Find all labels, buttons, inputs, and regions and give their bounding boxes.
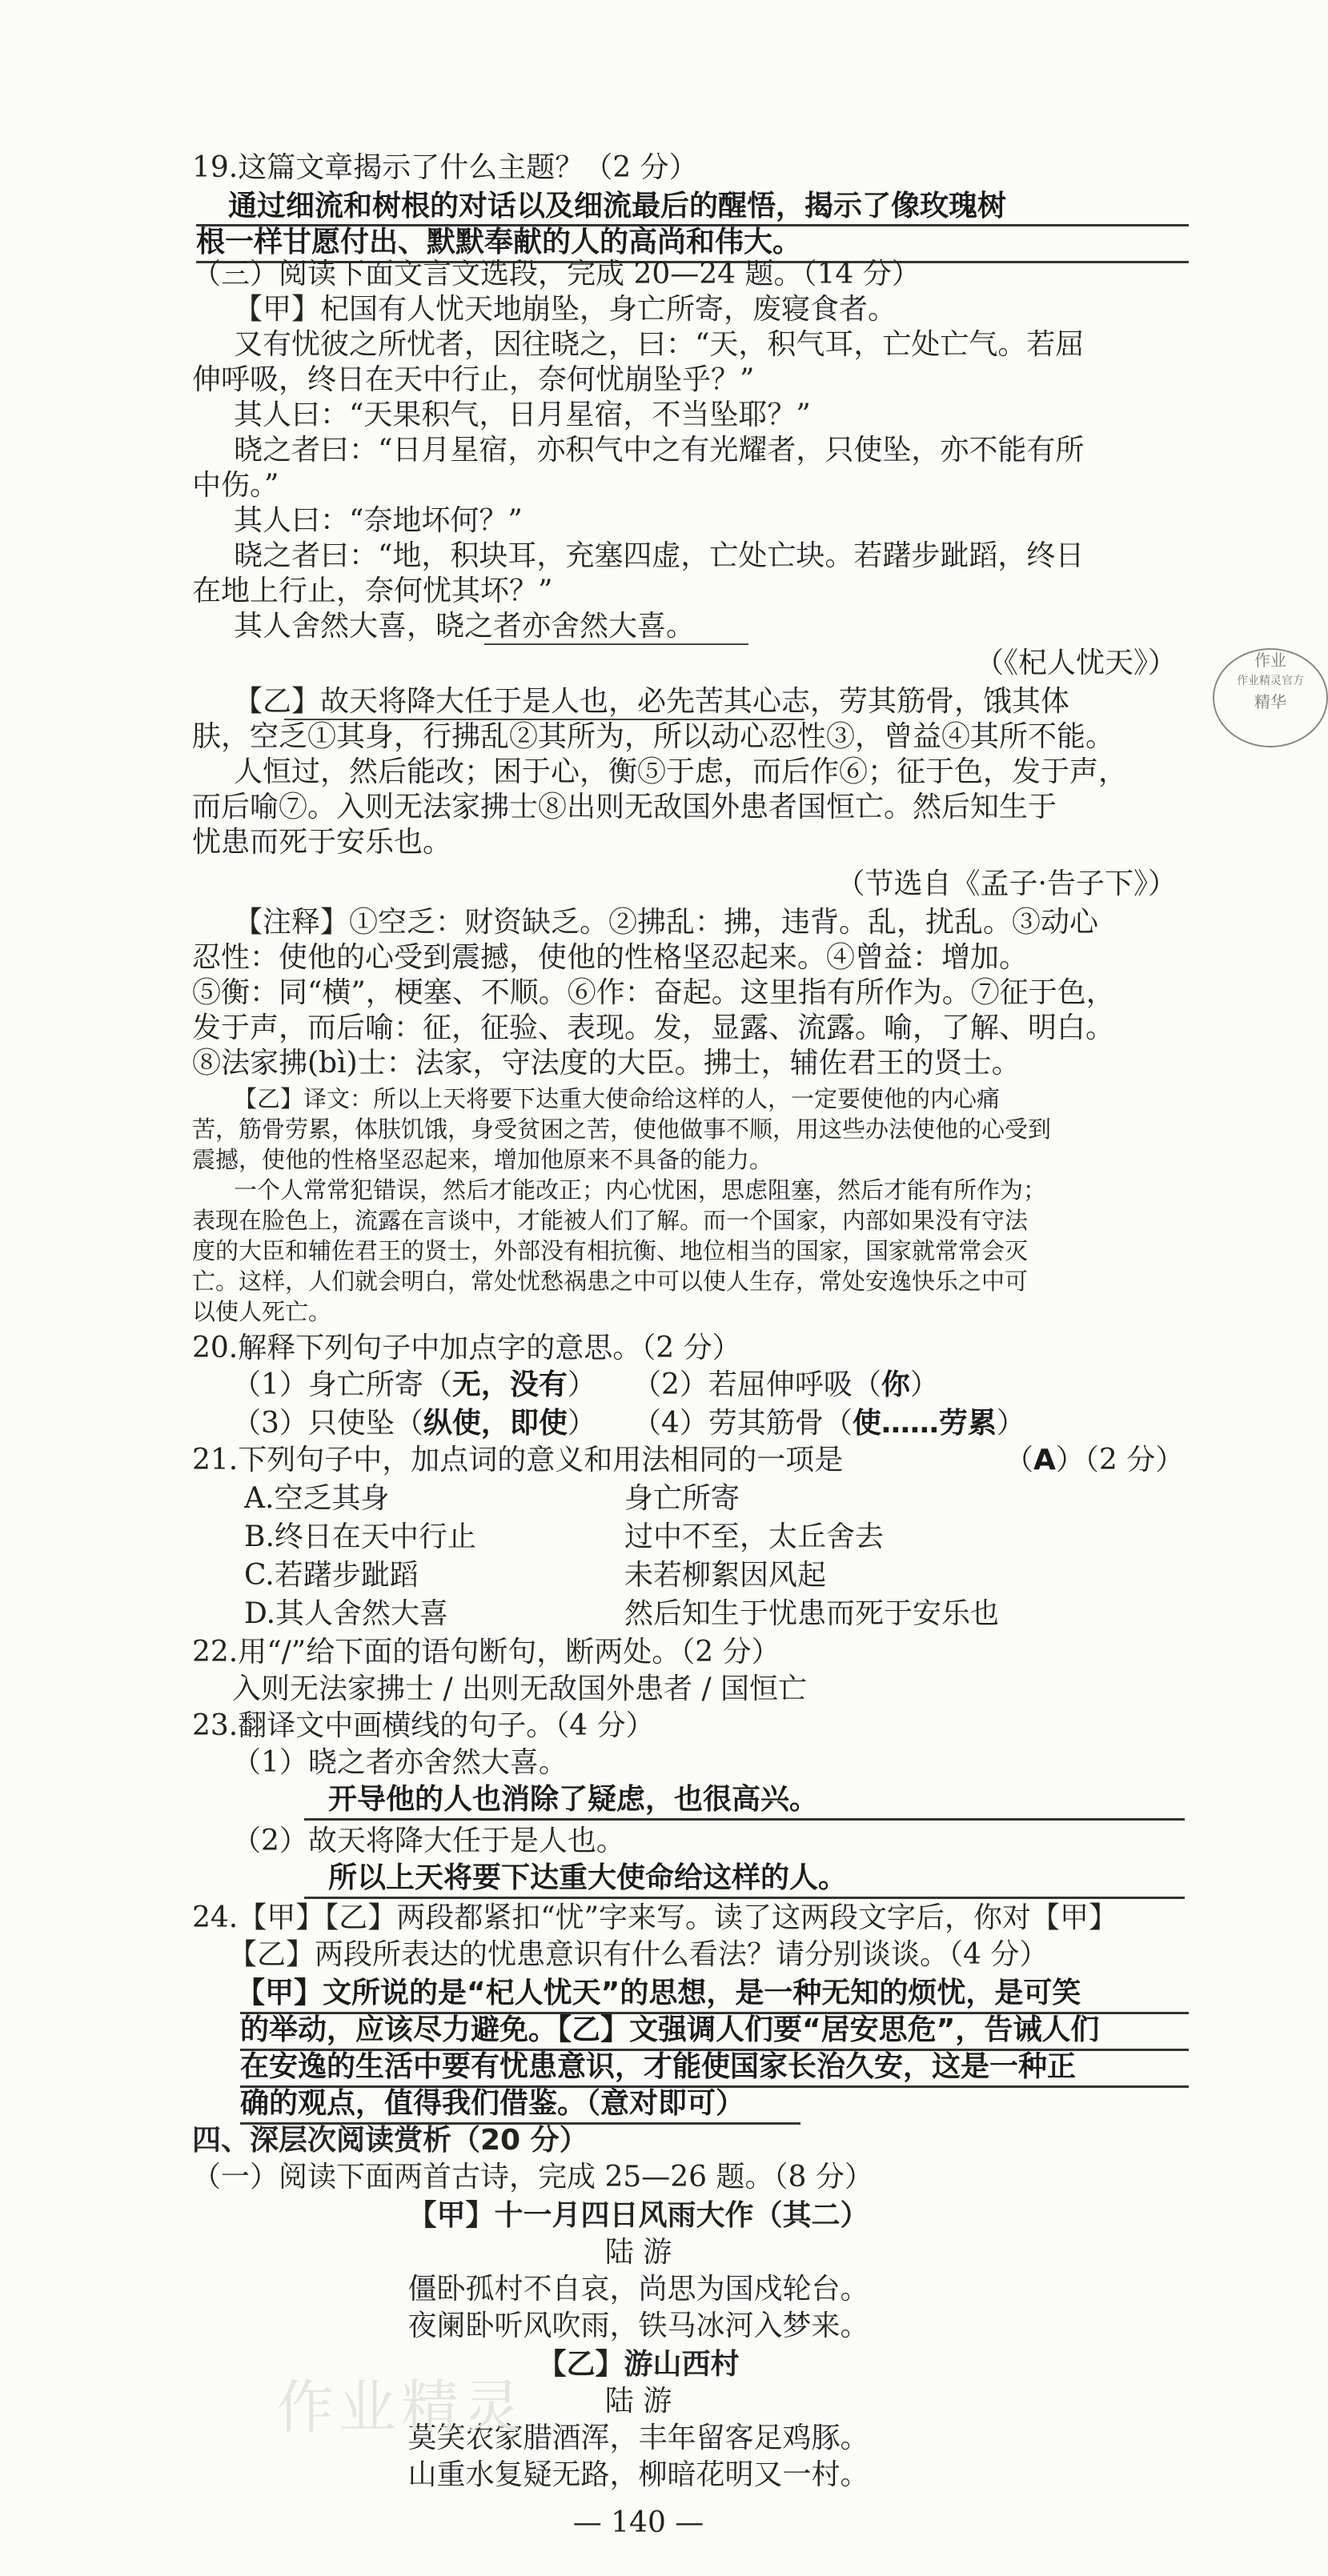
section3-title: （三）阅读下面文言文选段，完成 20—24 题。（14 分） [192,258,921,290]
q24-question-line1: 24.【甲】【乙】两段都紧扣“忧”字来写。读了这两段文字后，你对【甲】 [192,1901,1118,1934]
q24-answer-line: 的举动，应该尽力避免。【乙】文强调人们要“居安思危”，告诫人们 [240,2013,1100,2046]
watermark: 作业精灵 [276,2374,527,2441]
q20-item2: （2）若屈伸呼吸（你） [632,1368,939,1401]
translation-line: 以使人死亡。 [192,1298,332,1325]
q21-question: 21.下列句子中，加点词的意义和用法相同的一项是 [192,1444,844,1476]
poem1-line: 僵卧孤村不自哀，尚思为国戍轮台。 [407,2273,869,2306]
translation-line: 亡。这样，人们就会明白，常处忧愁祸患之中可以使人生存，常处安逸快乐之中可 [192,1268,1029,1295]
poem2-title: 【乙】游山西村 [537,2348,740,2381]
jia-source: （《杞人忧天》） [974,647,1177,679]
q21-option-left: D.其人舍然大喜 [244,1597,449,1630]
translation-line: 震撼，使他的性格坚忍起来，增加他原来不具备的能力。 [192,1146,773,1173]
yi-source: （节选自《孟子·告子下》） [836,867,1177,900]
notes-line: 【注释】①空乏：财资缺乏。②拂乱：拂，违背。乱，扰乱。③动心 [234,906,1099,939]
q21-option-right: 过中不至，太丘舍去 [624,1520,885,1553]
q20-answer3: 纵使，即使 [423,1407,568,1440]
jia-line: 又有忧彼之所忧者，因往晓之，曰：“天，积气耳，亡处亡气。若屈 [234,328,1085,361]
q24-answer-line: 【甲】文所说的是“杞人忧天”的思想，是一种无知的烦忧，是可笑 [236,1977,1081,2009]
jia-line: 其人舍然大喜，晓之者亦舍然大喜。 [234,610,696,643]
notes-line: 忍性：使他的心受到震撼，使他的性格坚忍起来。④曾益：增加。 [192,941,1029,974]
yi-line: 【乙】故天将降大任于是人也，必先苦其心志，劳其筋骨，饿其体 [234,685,1070,718]
poem2-author: 陆 游 [604,2385,672,2418]
jia-line: 【甲】杞国有人忧天地崩坠，身亡所寄，废寝食者。 [234,293,897,326]
notes-line: ⑤衡：同“横”，梗塞、不顺。⑥作：奋起。这里指有所作为。⑦征于色， [192,976,1115,1009]
yi-line: 而后喻⑦。入则无法家拂士⑧出则无敌国外患者国恒亡。然后知生于 [192,791,1057,823]
yi-line: 人恒过，然后能改；困于心，衡⑤于虑，而后作⑥；征于色，发于声， [234,755,1128,788]
poem1-author: 陆 游 [604,2236,672,2269]
translation-line: 度的大臣和辅佐君王的贤士，外部没有相抗衡、地位相当的国家，国家就常常会灭 [192,1237,1029,1264]
yi-line: 忧患而死于安乐也。 [192,826,452,859]
poem1-title: 【甲】十一月四日风雨大作（其二） [407,2199,869,2232]
jia-line: 晓之者曰：“地，积块耳，充塞四虚，亡处亡块。若躇步跐蹈，终日 [234,539,1085,572]
q23-question: 23.翻译文中画横线的句子。（4 分） [192,1709,655,1742]
q23-answer2: 所以上天将要下达重大使命给这样的人。 [328,1861,848,1894]
q24-question-line2: 【乙】两段所表达的忧患意识有什么看法？请分别谈谈。（4 分） [228,1938,1049,1971]
q21-option-right: 身亡所寄 [624,1482,740,1515]
jia-line: 晓之者曰：“日月星宿，亦积气中之有光耀者，只使坠，亦不能有所 [234,434,1085,467]
jia-line: 在地上行止，奈何忧其坏？” [192,575,553,607]
jia-line: 其人曰：“奈地坏何？” [234,504,523,537]
q19-answer-line1: 通过细流和树根的对话以及细流最后的醒悟，揭示了像玫瑰树 [228,190,1007,222]
poem2-line: 莫笑农家腊酒浑，丰年留客足鸡豚。 [407,2422,869,2454]
q21-answer-slot: （A）（2 分） [1005,1444,1185,1476]
q20-answer2: 你 [881,1368,910,1401]
jia-line: 伸呼吸，终日在天中行止，奈何忧崩坠乎？” [192,363,755,396]
q21-option-right: 未若柳絮因风起 [624,1559,827,1592]
jia-line: 中伤。” [192,469,279,502]
q24-answer-line: 在安逸的生活中要有忧患意识，才能使国家长治久安，这是一种正 [240,2050,1077,2083]
notes-line: ⑧法家拂(bì)士：法家，守法度的大臣。拂士，辅佐君王的贤士。 [192,1047,1021,1080]
q20-item4: （4）劳其筋骨（使……劳累） [632,1407,1025,1440]
q20-item1: （1）身亡所寄（无，没有） [232,1368,596,1401]
q20-question: 20.解释下列句子中加点字的意思。（2 分） [192,1332,741,1364]
section4-sub: （一）阅读下面两首古诗，完成 25—26 题。（8 分） [192,2161,873,2193]
q20-item3: （3）只使坠（纵使，即使） [232,1407,596,1440]
answer-underline [304,1818,1185,1821]
q20-answer4: 使……劳累 [852,1407,997,1440]
stamp-seal: 作业 作业精灵官方 精华 [1213,648,1328,747]
q23-answer1: 开导他的人也消除了疑虑，也很高兴。 [328,1783,819,1816]
translation-line: 表现在脸色上，流露在言谈中，才能被人们了解。而一个国家，内部如果没有守法 [192,1207,1029,1234]
q22-question: 22.用“/”给下面的语句断句，断两处。（2 分） [192,1636,780,1669]
q19-question: 19.这篇文章揭示了什么主题？（2 分） [192,151,698,184]
page-number: — 140 — [572,2506,704,2539]
q21-option-left: C.若躇步跐蹈 [244,1559,419,1592]
q23-item2: （2）故天将降大任于是人也。 [232,1825,625,1857]
poem1-line: 夜阑卧听风吹雨，铁马冰河入梦来。 [407,2310,869,2342]
q24-answer-line: 确的观点，值得我们借鉴。（意对即可） [240,2087,745,2120]
q21-option-left: B.终日在天中行止 [244,1520,476,1553]
q21-option-right: 然后知生于忧患而死于安乐也 [624,1597,1000,1630]
q19-answer-line2: 根一样甘愿付出、默默奉献的人的高尚和伟大。 [196,226,802,258]
q21-option-left: A.空乏其身 [244,1482,390,1515]
section4-title: 四、深层次阅读赏析（20 分） [192,2124,588,2157]
jia-line: 其人曰：“天果积气，日月星宿，不当坠耶？” [234,399,811,431]
poem2-line: 山重水复疑无路，柳暗花明又一村。 [407,2458,869,2491]
q23-item1: （1）晓之者亦舍然大喜。 [232,1746,568,1779]
notes-line: 发于声，而后喻：征，征验、表现。发，显露、流露。喻，了解、明白。 [192,1012,1115,1044]
translation-line: 苦，筋骨劳累，体肤饥饿，身受贫困之苦，使他做事不顺，用这些办法使他的心受到 [192,1116,1052,1143]
sentence-underline [484,643,748,645]
q21-answer: A [1033,1444,1056,1476]
yi-line: 肤，空乏①其身，行拂乱②其所为，所以动心忍性③，曾益④其所不能。 [192,720,1115,753]
translation-line: 【乙】译文：所以上天将要下达重大使命给这样的人，一定要使他的内心痛 [234,1085,1001,1112]
translation-line: 一个人常常犯错误，然后才能改正；内心忧困，思虑阻塞，然后才能有所作为； [234,1176,1047,1204]
q20-answer1: 无，没有 [451,1368,568,1401]
q22-answer: 入则无法家拂士 / 出则无敌国外患者 / 国恒亡 [232,1673,808,1705]
